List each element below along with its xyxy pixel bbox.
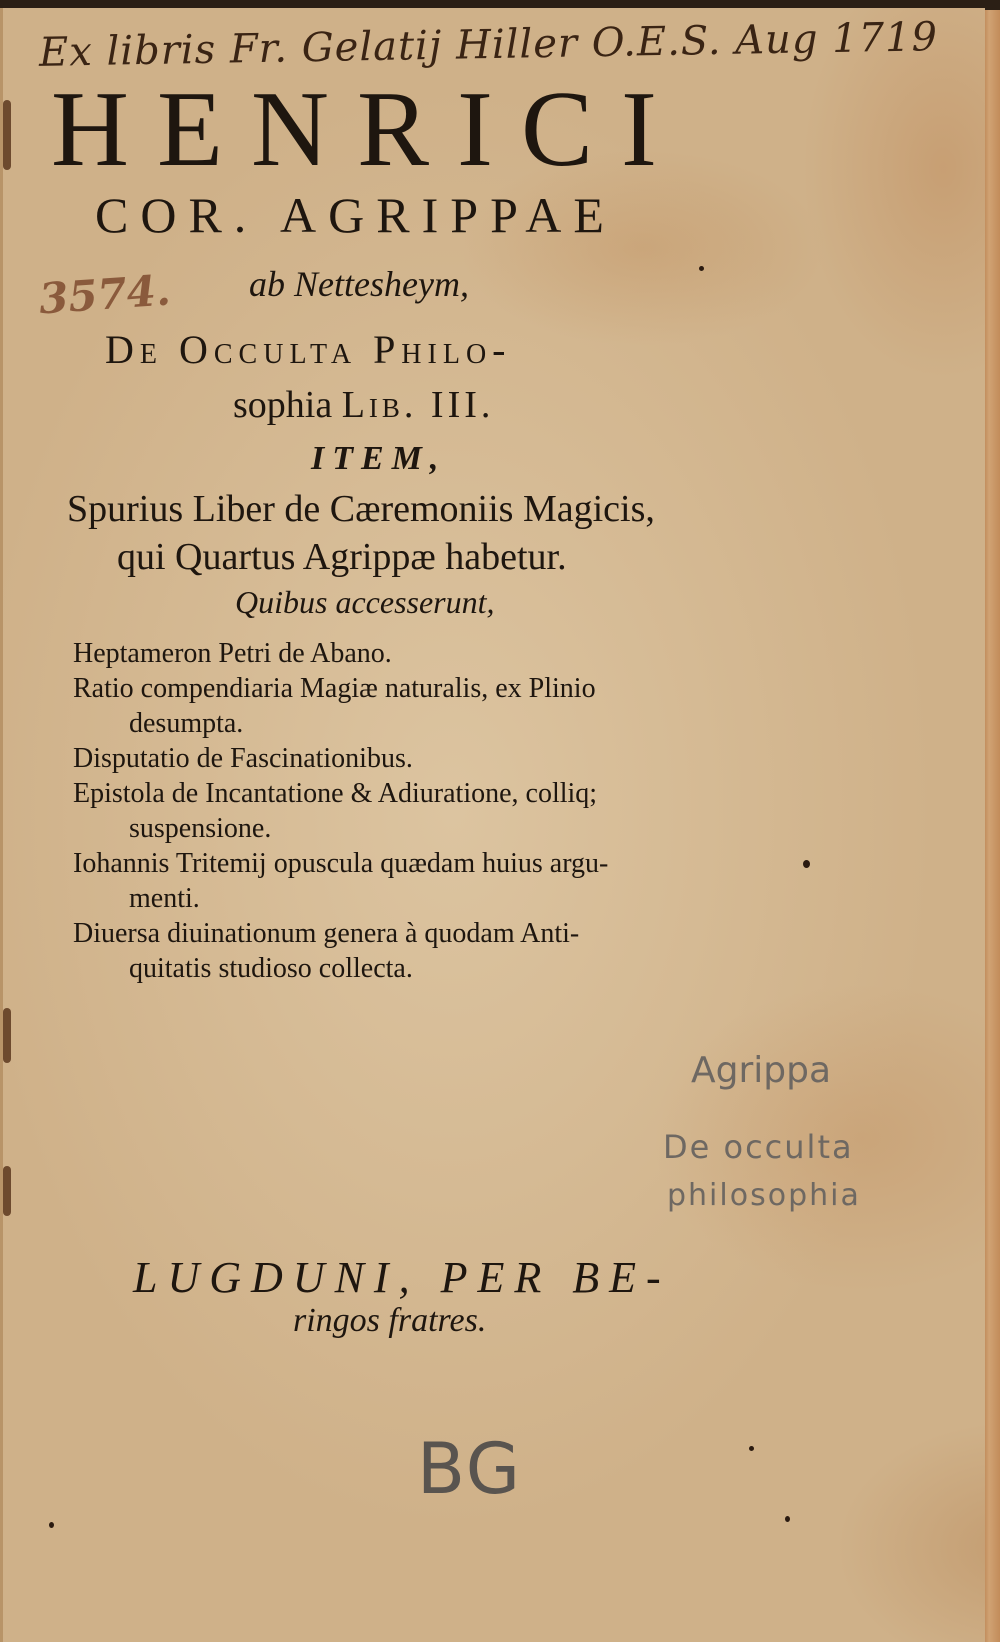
ink-spot: [803, 860, 810, 868]
margin-stain: [3, 1008, 11, 1063]
quibus-heading: Quibus accesserunt,: [235, 584, 495, 620]
pencil-note-title-cont: philosophia: [667, 1178, 861, 1213]
pencil-note-title: De occulta: [663, 1128, 854, 1166]
ink-spot: [785, 1516, 790, 1522]
spurius-title-line1: Spurius Liber de Cæremoniis Magicis,: [67, 488, 655, 530]
imprint-place: LUGDUNI, PER BE-: [133, 1253, 671, 1302]
pencil-note-author: Agrippa: [691, 1050, 832, 1091]
ink-spot: [699, 266, 704, 271]
title-philosophia-word: sophia: [233, 384, 342, 426]
contents-entry-cont: suspensione.: [129, 813, 272, 844]
title-book-count: Lib. III.: [341, 384, 495, 426]
contents-entry-cont: quitatis studioso collecta.: [129, 953, 413, 984]
title-work-name: De Occulta Philo-: [105, 327, 512, 372]
shelfmark-number: 3574.: [37, 265, 173, 324]
title-author-origin: ab Nettesheym,: [249, 264, 469, 304]
margin-stain: [3, 100, 11, 170]
contents-entry: Iohannis Tritemij opuscula quædam huius argu-: [73, 848, 609, 879]
ex-libris-inscription: Ex libris Fr. Gelatij Hiller O.E.S. Aug 1719: [38, 14, 939, 76]
margin-stain: [3, 1166, 11, 1216]
contents-entry: Disputatio de Fascinationibus.: [73, 743, 413, 774]
imprint-printer: ringos fratres.: [293, 1302, 487, 1339]
contents-entry: Diuersa diuinationum genera à quodam Anti-: [73, 918, 580, 949]
ink-spot: [749, 1446, 754, 1451]
title-author-surname: COR. AGRIPPAE: [95, 187, 616, 243]
ink-spot: [49, 1522, 54, 1528]
contents-entry-cont: menti.: [129, 883, 200, 914]
spurius-title-line2: qui Quartus Agrippæ habetur.: [117, 536, 567, 578]
item-heading: ITEM,: [311, 440, 447, 477]
contents-entry: Heptameron Petri de Abano.: [73, 638, 392, 669]
contents-entry-cont: desumpta.: [129, 708, 244, 739]
title-work-name-cont: [233, 386, 494, 424]
title-page: [0, 8, 985, 1642]
pencil-initials: BG: [417, 1428, 523, 1510]
contents-entry: Epistola de Incantatione & Adiuratione, colliq;: [73, 778, 598, 809]
title-author-firstname: HENRICI: [51, 70, 685, 189]
contents-list: [73, 636, 793, 986]
contents-entry: Ratio compendiaria Magiæ naturalis, ex Plinio: [73, 673, 596, 704]
